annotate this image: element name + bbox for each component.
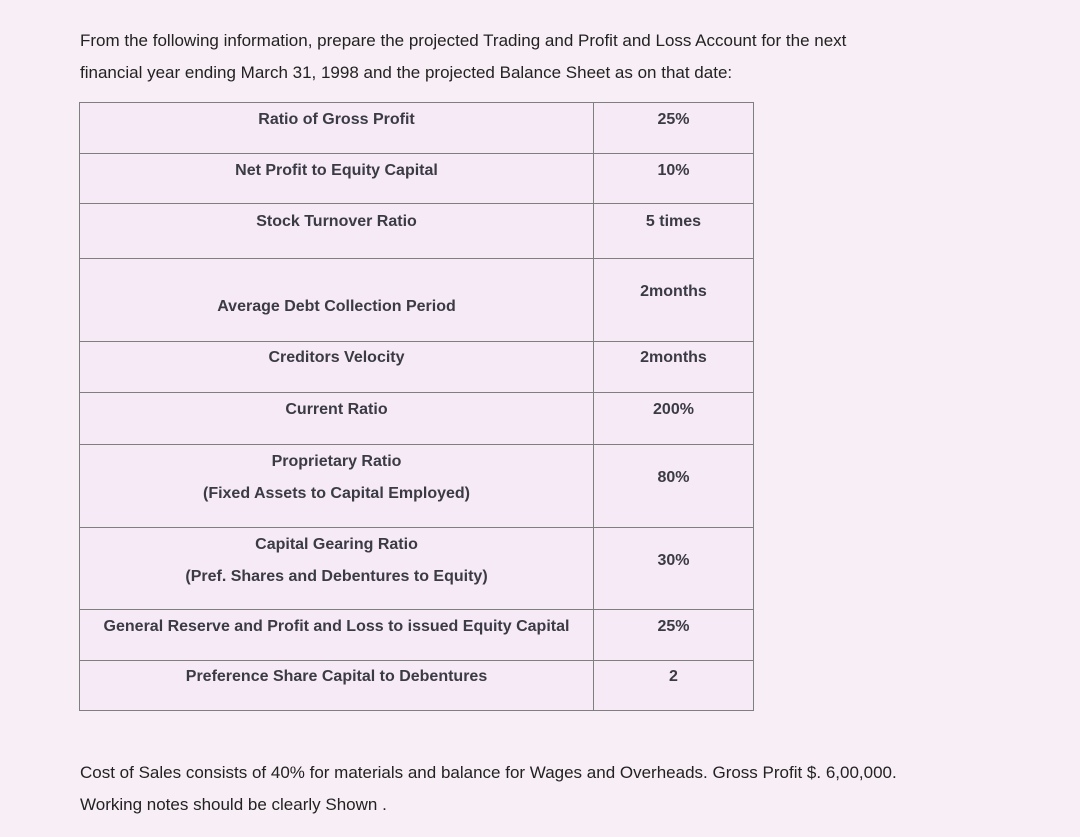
- ratio-value: 200%: [653, 401, 694, 418]
- table-row: [80, 393, 754, 445]
- ratio-label-cell: [80, 661, 594, 711]
- ratio-table: [79, 102, 754, 711]
- ratio-label-cell: [80, 154, 594, 204]
- ratio-label-cell: [80, 445, 594, 528]
- ratio-label: Capital Gearing Ratio: [255, 536, 418, 553]
- ratio-label-sub: (Pref. Shares and Debentures to Equity): [185, 568, 488, 585]
- ratio-value-cell: [594, 393, 754, 445]
- table-row: [80, 154, 754, 204]
- ratio-value-cell: [594, 204, 754, 259]
- table-row: [80, 528, 754, 610]
- ratio-label-cell: [80, 393, 594, 445]
- ratio-value-cell: [594, 528, 754, 610]
- table-row: [80, 610, 754, 661]
- ratio-value-cell: [594, 661, 754, 711]
- ratio-label-cell: [80, 610, 594, 661]
- ratio-value-cell: [594, 103, 754, 154]
- footer-line-2: Working notes should be clearly Shown .: [80, 795, 387, 814]
- table-row: [80, 204, 754, 259]
- intro-line-1: From the following information, prepare the projected Trading and Profit and Loss Account for the next: [80, 31, 847, 50]
- table-row: [80, 103, 754, 154]
- footer-paragraph: [80, 757, 1060, 821]
- ratio-value-cell: [594, 154, 754, 204]
- ratio-label-cell: [80, 103, 594, 154]
- ratio-value-cell: [594, 342, 754, 393]
- ratio-label: Ratio of Gross Profit: [258, 111, 415, 128]
- ratio-value-cell: [594, 259, 754, 342]
- ratio-value: 2months: [640, 349, 707, 366]
- ratio-label: General Reserve and Profit and Loss to issued Equity Capital: [103, 618, 570, 635]
- intro-paragraph: [80, 25, 1060, 89]
- ratio-label: Proprietary Ratio: [271, 453, 402, 470]
- ratio-value: 30%: [657, 552, 690, 569]
- ratio-label: Creditors Velocity: [268, 349, 405, 366]
- ratio-value: 25%: [657, 111, 690, 128]
- ratio-value: 5 times: [645, 213, 702, 230]
- ratio-value: 25%: [657, 618, 690, 635]
- ratio-value-cell: [594, 610, 754, 661]
- ratio-label: Average Debt Collection Period: [217, 298, 456, 315]
- ratio-value: 2months: [640, 283, 707, 300]
- ratio-value-cell: [594, 445, 754, 528]
- ratio-value: 80%: [657, 469, 690, 486]
- intro-line-2: financial year ending March 31, 1998 and the projected Balance Sheet as on that date:: [80, 63, 733, 82]
- ratio-label-cell: [80, 204, 594, 259]
- table-row: [80, 661, 754, 711]
- table-row: [80, 445, 754, 528]
- ratio-label: Net Profit to Equity Capital: [235, 162, 438, 179]
- footer-line-1: Cost of Sales consists of 40% for materials and balance for Wages and Overheads. Gross Profit $. 6,00,000.: [80, 763, 897, 782]
- ratio-value: 10%: [657, 162, 690, 179]
- ratio-label-sub: (Fixed Assets to Capital Employed): [202, 485, 470, 502]
- ratio-value: 2: [669, 668, 678, 685]
- ratio-label: Stock Turnover Ratio: [256, 213, 417, 230]
- ratio-label-cell: [80, 528, 594, 610]
- ratio-label-cell: [80, 342, 594, 393]
- ratio-label: Current Ratio: [285, 401, 388, 418]
- ratio-label: Preference Share Capital to Debentures: [185, 668, 488, 685]
- table-row: [80, 342, 754, 393]
- ratio-label-cell: [80, 259, 594, 342]
- table-row: [80, 259, 754, 342]
